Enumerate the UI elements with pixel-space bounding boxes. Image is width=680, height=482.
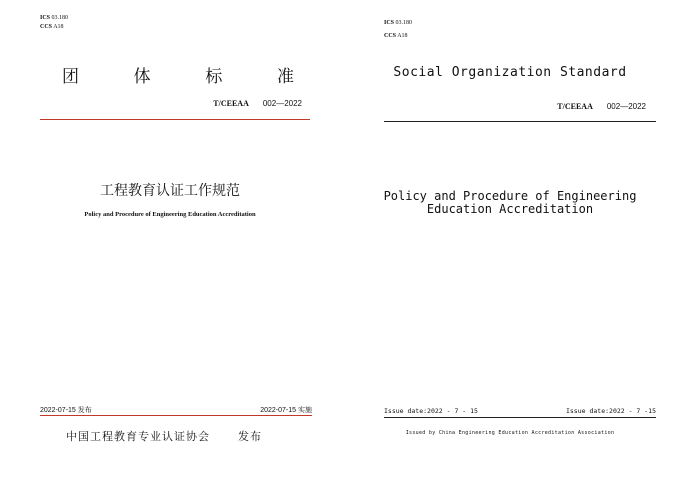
- ics-value: 03.180: [51, 15, 69, 21]
- document-title: [340, 190, 680, 216]
- standard-org-code: T/CEEAA: [557, 102, 593, 111]
- standard-number: 002—2022: [606, 102, 646, 111]
- issuer-line: Issued by China Engineering Education Accreditation Association: [405, 430, 615, 436]
- document-title-english: Policy and Procedure of Engineering Education Accreditation: [84, 211, 256, 218]
- issued-word: 发布: [238, 430, 262, 443]
- standard-type-title: Social Organization Standard: [393, 65, 627, 80]
- ccs-label: CCS: [384, 33, 397, 39]
- standard-code: [213, 99, 302, 108]
- date-line: [384, 407, 656, 415]
- ccs-value: A18: [53, 24, 64, 30]
- standard-org-code: T/CEEAA: [213, 99, 249, 108]
- standard-type-char: 准: [276, 67, 294, 87]
- date-line: [40, 405, 312, 415]
- standard-type-char: 标: [205, 67, 223, 87]
- standard-type-char: 体: [133, 67, 151, 87]
- issue-date: Issue date:2022 - 7 -15: [565, 407, 656, 415]
- standard-type-title: [62, 62, 294, 87]
- ccs-label: CCS: [40, 24, 53, 30]
- ccs-value: A18: [397, 33, 408, 39]
- issue-date: Issue date:2022 - 7 - 15: [384, 407, 478, 415]
- document-title: 工程教育认证工作规范: [100, 183, 240, 199]
- classification-codes: [384, 17, 412, 43]
- standard-type-char: 团: [62, 67, 79, 87]
- implement-date: 2022-07-15 实施: [260, 407, 312, 414]
- document-title-line: Policy and Procedure of Engineering: [383, 189, 637, 203]
- publish-date: 2022-07-15 发布: [40, 407, 92, 414]
- classification-codes: [40, 14, 68, 32]
- ics-value: 03.180: [395, 20, 413, 26]
- document-title-line: Education Accreditation: [426, 202, 594, 216]
- header-rule: [384, 121, 656, 122]
- issuer-name: 中国工程教育专业认证协会: [66, 430, 210, 443]
- issuer-line: [66, 428, 262, 444]
- footer-rule: [384, 417, 656, 418]
- standard-number: 002—2022: [262, 99, 302, 108]
- ics-label: ICS: [384, 20, 395, 26]
- cover-page-english: [340, 0, 680, 482]
- ics-label: ICS: [40, 15, 51, 21]
- header-rule: [40, 119, 310, 120]
- footer-rule: [40, 415, 312, 416]
- standard-code: [557, 102, 646, 111]
